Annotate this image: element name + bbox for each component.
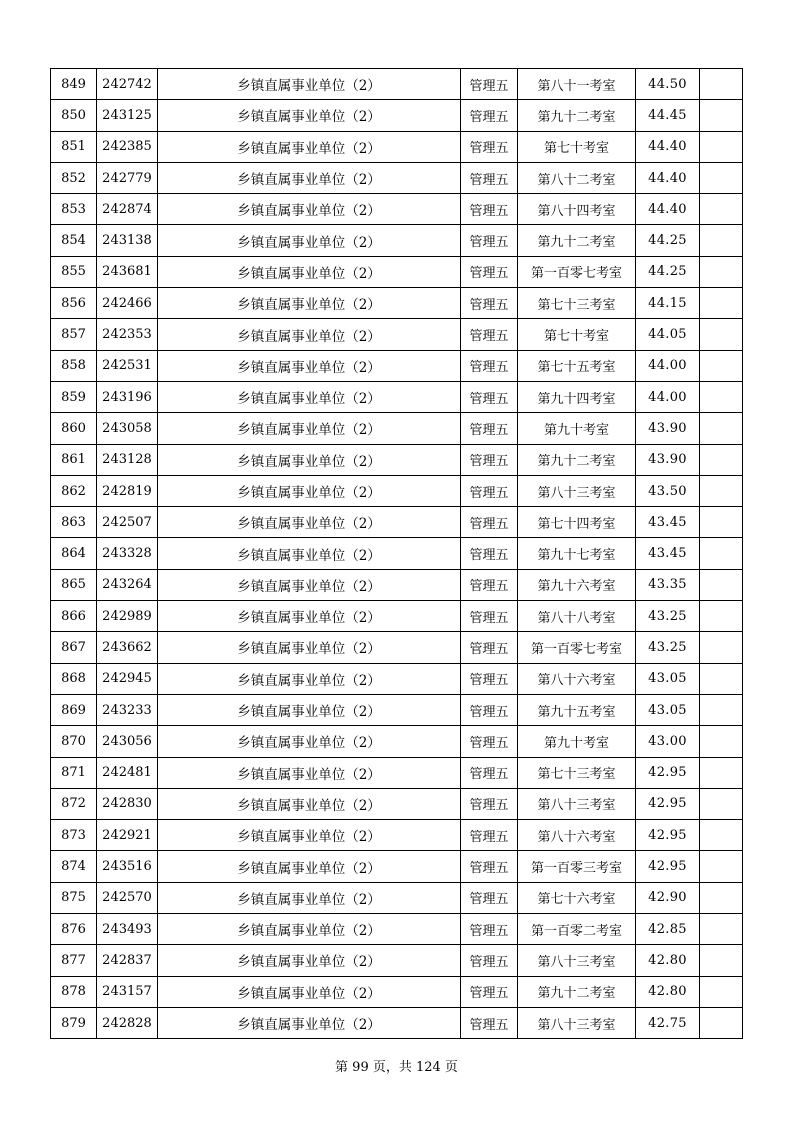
cell-post: 管理五: [461, 507, 518, 538]
table-row: [51, 381, 743, 412]
table-row: [51, 1007, 743, 1038]
cell-remark: [700, 757, 743, 788]
cell-score: 43.50: [636, 475, 700, 506]
cell-exam-id: 242921: [97, 820, 158, 851]
cell-exam-room: 第八十六考室: [518, 663, 636, 694]
cell-score: 43.05: [636, 663, 700, 694]
cell-remark: [700, 882, 743, 913]
cell-unit: 乡镇直属事业单位（2）: [158, 820, 461, 851]
cell-exam-room: 第一百零二考室: [518, 914, 636, 945]
cell-post: 管理五: [461, 976, 518, 1007]
cell-exam-id: 242507: [97, 507, 158, 538]
table-row: [51, 882, 743, 913]
cell-exam-room: 第七十三考室: [518, 288, 636, 319]
cell-seq-no: 875: [51, 882, 97, 913]
cell-exam-id: 243328: [97, 538, 158, 569]
cell-remark: [700, 1007, 743, 1038]
cell-score: 44.40: [636, 162, 700, 193]
table-row: [51, 131, 743, 162]
table-row: [51, 538, 743, 569]
cell-exam-room: 第八十二考室: [518, 162, 636, 193]
cell-score: 43.05: [636, 694, 700, 725]
cell-exam-room: 第九十五考室: [518, 694, 636, 725]
cell-exam-room: 第九十六考室: [518, 569, 636, 600]
cell-post: 管理五: [461, 256, 518, 287]
cell-unit: 乡镇直属事业单位（2）: [158, 538, 461, 569]
cell-remark: [700, 381, 743, 412]
cell-exam-id: 243138: [97, 225, 158, 256]
cell-remark: [700, 820, 743, 851]
cell-exam-id: 243128: [97, 444, 158, 475]
table-row: [51, 757, 743, 788]
table-row: [51, 444, 743, 475]
cell-exam-id: 242828: [97, 1007, 158, 1038]
cell-post: 管理五: [461, 100, 518, 131]
cell-exam-id: 243681: [97, 256, 158, 287]
cell-remark: [700, 632, 743, 663]
cell-exam-id: 242466: [97, 288, 158, 319]
cell-unit: 乡镇直属事业单位（2）: [158, 1007, 461, 1038]
results-table: [50, 68, 743, 1039]
cell-score: 43.25: [636, 632, 700, 663]
cell-remark: [700, 162, 743, 193]
cell-unit: 乡镇直属事业单位（2）: [158, 757, 461, 788]
cell-exam-room: 第七十考室: [518, 319, 636, 350]
cell-exam-room: 第八十四考室: [518, 194, 636, 225]
table-row: [51, 851, 743, 882]
cell-remark: [700, 194, 743, 225]
cell-post: 管理五: [461, 882, 518, 913]
cell-unit: 乡镇直属事业单位（2）: [158, 162, 461, 193]
cell-post: 管理五: [461, 475, 518, 506]
cell-seq-no: 859: [51, 381, 97, 412]
cell-unit: 乡镇直属事业单位（2）: [158, 131, 461, 162]
table-row: [51, 475, 743, 506]
cell-exam-room: 第八十三考室: [518, 788, 636, 819]
cell-score: 43.90: [636, 413, 700, 444]
table-row: [51, 162, 743, 193]
cell-exam-room: 第一百零七考室: [518, 256, 636, 287]
cell-unit: 乡镇直属事业单位（2）: [158, 976, 461, 1007]
cell-remark: [700, 726, 743, 757]
cell-seq-no: 858: [51, 350, 97, 381]
cell-post: 管理五: [461, 413, 518, 444]
cell-post: 管理五: [461, 788, 518, 819]
table-row: [51, 945, 743, 976]
cell-exam-room: 第八十一考室: [518, 69, 636, 100]
cell-unit: 乡镇直属事业单位（2）: [158, 225, 461, 256]
cell-unit: 乡镇直属事业单位（2）: [158, 288, 461, 319]
cell-post: 管理五: [461, 381, 518, 412]
cell-exam-id: 242837: [97, 945, 158, 976]
cell-exam-room: 第八十三考室: [518, 475, 636, 506]
cell-score: 44.40: [636, 194, 700, 225]
cell-exam-id: 243493: [97, 914, 158, 945]
table-row: [51, 632, 743, 663]
cell-exam-id: 242874: [97, 194, 158, 225]
cell-unit: 乡镇直属事业单位（2）: [158, 319, 461, 350]
cell-post: 管理五: [461, 663, 518, 694]
cell-exam-id: 242481: [97, 757, 158, 788]
table-row: [51, 601, 743, 632]
cell-exam-room: 第八十六考室: [518, 820, 636, 851]
cell-exam-room: 第九十四考室: [518, 381, 636, 412]
cell-unit: 乡镇直属事业单位（2）: [158, 381, 461, 412]
cell-post: 管理五: [461, 945, 518, 976]
cell-score: 42.95: [636, 820, 700, 851]
cell-score: 44.25: [636, 256, 700, 287]
cell-score: 42.85: [636, 914, 700, 945]
cell-remark: [700, 507, 743, 538]
cell-remark: [700, 413, 743, 444]
cell-seq-no: 865: [51, 569, 97, 600]
cell-score: 44.00: [636, 350, 700, 381]
cell-seq-no: 868: [51, 663, 97, 694]
cell-seq-no: 867: [51, 632, 97, 663]
cell-post: 管理五: [461, 319, 518, 350]
cell-exam-room: 第七十三考室: [518, 757, 636, 788]
cell-exam-room: 第九十考室: [518, 413, 636, 444]
cell-remark: [700, 288, 743, 319]
cell-post: 管理五: [461, 694, 518, 725]
cell-exam-id: 243157: [97, 976, 158, 1007]
cell-exam-room: 第九十二考室: [518, 225, 636, 256]
cell-seq-no: 853: [51, 194, 97, 225]
cell-unit: 乡镇直属事业单位（2）: [158, 851, 461, 882]
cell-seq-no: 852: [51, 162, 97, 193]
cell-exam-id: 242945: [97, 663, 158, 694]
cell-score: 43.25: [636, 601, 700, 632]
cell-exam-id: 243196: [97, 381, 158, 412]
cell-exam-room: 第九十二考室: [518, 976, 636, 1007]
cell-unit: 乡镇直属事业单位（2）: [158, 914, 461, 945]
cell-remark: [700, 663, 743, 694]
cell-remark: [700, 538, 743, 569]
cell-remark: [700, 475, 743, 506]
cell-score: 44.15: [636, 288, 700, 319]
cell-exam-id: 243662: [97, 632, 158, 663]
table-row: [51, 69, 743, 100]
table-row: [51, 413, 743, 444]
cell-remark: [700, 788, 743, 819]
cell-unit: 乡镇直属事业单位（2）: [158, 882, 461, 913]
cell-seq-no: 851: [51, 131, 97, 162]
cell-seq-no: 864: [51, 538, 97, 569]
cell-unit: 乡镇直属事业单位（2）: [158, 69, 461, 100]
cell-unit: 乡镇直属事业单位（2）: [158, 945, 461, 976]
cell-exam-id: 242742: [97, 69, 158, 100]
page-footer: 第 99 页，共 124 页: [335, 1060, 458, 1075]
cell-post: 管理五: [461, 194, 518, 225]
cell-exam-room: 第一百零七考室: [518, 632, 636, 663]
cell-unit: 乡镇直属事业单位（2）: [158, 726, 461, 757]
cell-score: 42.95: [636, 757, 700, 788]
cell-score: 42.95: [636, 788, 700, 819]
cell-score: 44.50: [636, 69, 700, 100]
table-row: [51, 507, 743, 538]
cell-score: 42.95: [636, 851, 700, 882]
cell-remark: [700, 601, 743, 632]
cell-remark: [700, 225, 743, 256]
cell-remark: [700, 914, 743, 945]
cell-unit: 乡镇直属事业单位（2）: [158, 444, 461, 475]
table-row: [51, 694, 743, 725]
cell-remark: [700, 319, 743, 350]
cell-seq-no: 873: [51, 820, 97, 851]
cell-post: 管理五: [461, 131, 518, 162]
cell-exam-room: 第七十考室: [518, 131, 636, 162]
cell-remark: [700, 256, 743, 287]
cell-seq-no: 862: [51, 475, 97, 506]
cell-post: 管理五: [461, 569, 518, 600]
table-row: [51, 256, 743, 287]
cell-seq-no: 876: [51, 914, 97, 945]
table-row: [51, 726, 743, 757]
cell-seq-no: 861: [51, 444, 97, 475]
cell-unit: 乡镇直属事业单位（2）: [158, 256, 461, 287]
cell-exam-id: 242830: [97, 788, 158, 819]
cell-exam-room: 第九十七考室: [518, 538, 636, 569]
cell-seq-no: 866: [51, 601, 97, 632]
cell-post: 管理五: [461, 820, 518, 851]
cell-exam-room: 第九十二考室: [518, 100, 636, 131]
cell-exam-id: 242779: [97, 162, 158, 193]
cell-score: 42.80: [636, 945, 700, 976]
cell-remark: [700, 350, 743, 381]
cell-seq-no: 854: [51, 225, 97, 256]
cell-unit: 乡镇直属事业单位（2）: [158, 100, 461, 131]
cell-remark: [700, 976, 743, 1007]
cell-exam-room: 第七十四考室: [518, 507, 636, 538]
cell-remark: [700, 694, 743, 725]
cell-post: 管理五: [461, 162, 518, 193]
cell-remark: [700, 100, 743, 131]
cell-seq-no: 872: [51, 788, 97, 819]
table-row: [51, 976, 743, 1007]
cell-exam-id: 243058: [97, 413, 158, 444]
cell-seq-no: 860: [51, 413, 97, 444]
cell-score: 43.45: [636, 507, 700, 538]
cell-remark: [700, 69, 743, 100]
cell-post: 管理五: [461, 288, 518, 319]
cell-score: 43.00: [636, 726, 700, 757]
cell-score: 44.05: [636, 319, 700, 350]
cell-unit: 乡镇直属事业单位（2）: [158, 632, 461, 663]
cell-unit: 乡镇直属事业单位（2）: [158, 569, 461, 600]
cell-unit: 乡镇直属事业单位（2）: [158, 507, 461, 538]
cell-unit: 乡镇直属事业单位（2）: [158, 475, 461, 506]
cell-exam-id: 243264: [97, 569, 158, 600]
cell-exam-room: 第九十二考室: [518, 444, 636, 475]
table-row: [51, 100, 743, 131]
cell-exam-room: 第七十六考室: [518, 882, 636, 913]
cell-seq-no: 878: [51, 976, 97, 1007]
cell-seq-no: 877: [51, 945, 97, 976]
cell-seq-no: 856: [51, 288, 97, 319]
table-row: [51, 288, 743, 319]
cell-exam-room: 第一百零三考室: [518, 851, 636, 882]
cell-remark: [700, 945, 743, 976]
cell-post: 管理五: [461, 726, 518, 757]
cell-remark: [700, 851, 743, 882]
cell-seq-no: 869: [51, 694, 97, 725]
cell-post: 管理五: [461, 1007, 518, 1038]
cell-seq-no: 857: [51, 319, 97, 350]
cell-score: 44.45: [636, 100, 700, 131]
cell-seq-no: 870: [51, 726, 97, 757]
cell-exam-id: 243516: [97, 851, 158, 882]
cell-exam-id: 242353: [97, 319, 158, 350]
table-row: [51, 820, 743, 851]
cell-post: 管理五: [461, 69, 518, 100]
table-row: [51, 914, 743, 945]
cell-exam-id: 242570: [97, 882, 158, 913]
table-row: [51, 788, 743, 819]
cell-exam-id: 243233: [97, 694, 158, 725]
cell-exam-id: 243125: [97, 100, 158, 131]
cell-score: 44.00: [636, 381, 700, 412]
cell-seq-no: 850: [51, 100, 97, 131]
table-row: [51, 663, 743, 694]
cell-seq-no: 879: [51, 1007, 97, 1038]
table-row: [51, 350, 743, 381]
cell-exam-room: 第八十八考室: [518, 601, 636, 632]
cell-exam-id: 242819: [97, 475, 158, 506]
cell-exam-id: 242531: [97, 350, 158, 381]
cell-seq-no: 874: [51, 851, 97, 882]
cell-score: 43.90: [636, 444, 700, 475]
cell-exam-room: 第九十考室: [518, 726, 636, 757]
cell-post: 管理五: [461, 757, 518, 788]
table-row: [51, 194, 743, 225]
cell-score: 43.35: [636, 569, 700, 600]
cell-exam-room: 第七十五考室: [518, 350, 636, 381]
cell-unit: 乡镇直属事业单位（2）: [158, 350, 461, 381]
cell-score: 43.45: [636, 538, 700, 569]
cell-exam-room: 第八十三考室: [518, 1007, 636, 1038]
cell-exam-id: 243056: [97, 726, 158, 757]
table-row: [51, 225, 743, 256]
cell-post: 管理五: [461, 632, 518, 663]
cell-remark: [700, 131, 743, 162]
cell-remark: [700, 569, 743, 600]
table-body: [51, 69, 743, 1039]
cell-score: 44.40: [636, 131, 700, 162]
cell-post: 管理五: [461, 538, 518, 569]
cell-post: 管理五: [461, 851, 518, 882]
cell-seq-no: 863: [51, 507, 97, 538]
cell-score: 44.25: [636, 225, 700, 256]
cell-score: 42.80: [636, 976, 700, 1007]
cell-unit: 乡镇直属事业单位（2）: [158, 601, 461, 632]
cell-exam-id: 242989: [97, 601, 158, 632]
cell-seq-no: 855: [51, 256, 97, 287]
cell-post: 管理五: [461, 350, 518, 381]
cell-post: 管理五: [461, 601, 518, 632]
cell-remark: [700, 444, 743, 475]
table-row: [51, 319, 743, 350]
cell-unit: 乡镇直属事业单位（2）: [158, 194, 461, 225]
cell-seq-no: 849: [51, 69, 97, 100]
cell-seq-no: 871: [51, 757, 97, 788]
cell-post: 管理五: [461, 225, 518, 256]
cell-unit: 乡镇直属事业单位（2）: [158, 788, 461, 819]
cell-unit: 乡镇直属事业单位（2）: [158, 694, 461, 725]
cell-unit: 乡镇直属事业单位（2）: [158, 413, 461, 444]
cell-score: 42.75: [636, 1007, 700, 1038]
cell-score: 42.90: [636, 882, 700, 913]
cell-unit: 乡镇直属事业单位（2）: [158, 663, 461, 694]
cell-exam-id: 242385: [97, 131, 158, 162]
table-row: [51, 569, 743, 600]
cell-exam-room: 第八十三考室: [518, 945, 636, 976]
cell-post: 管理五: [461, 444, 518, 475]
cell-post: 管理五: [461, 914, 518, 945]
